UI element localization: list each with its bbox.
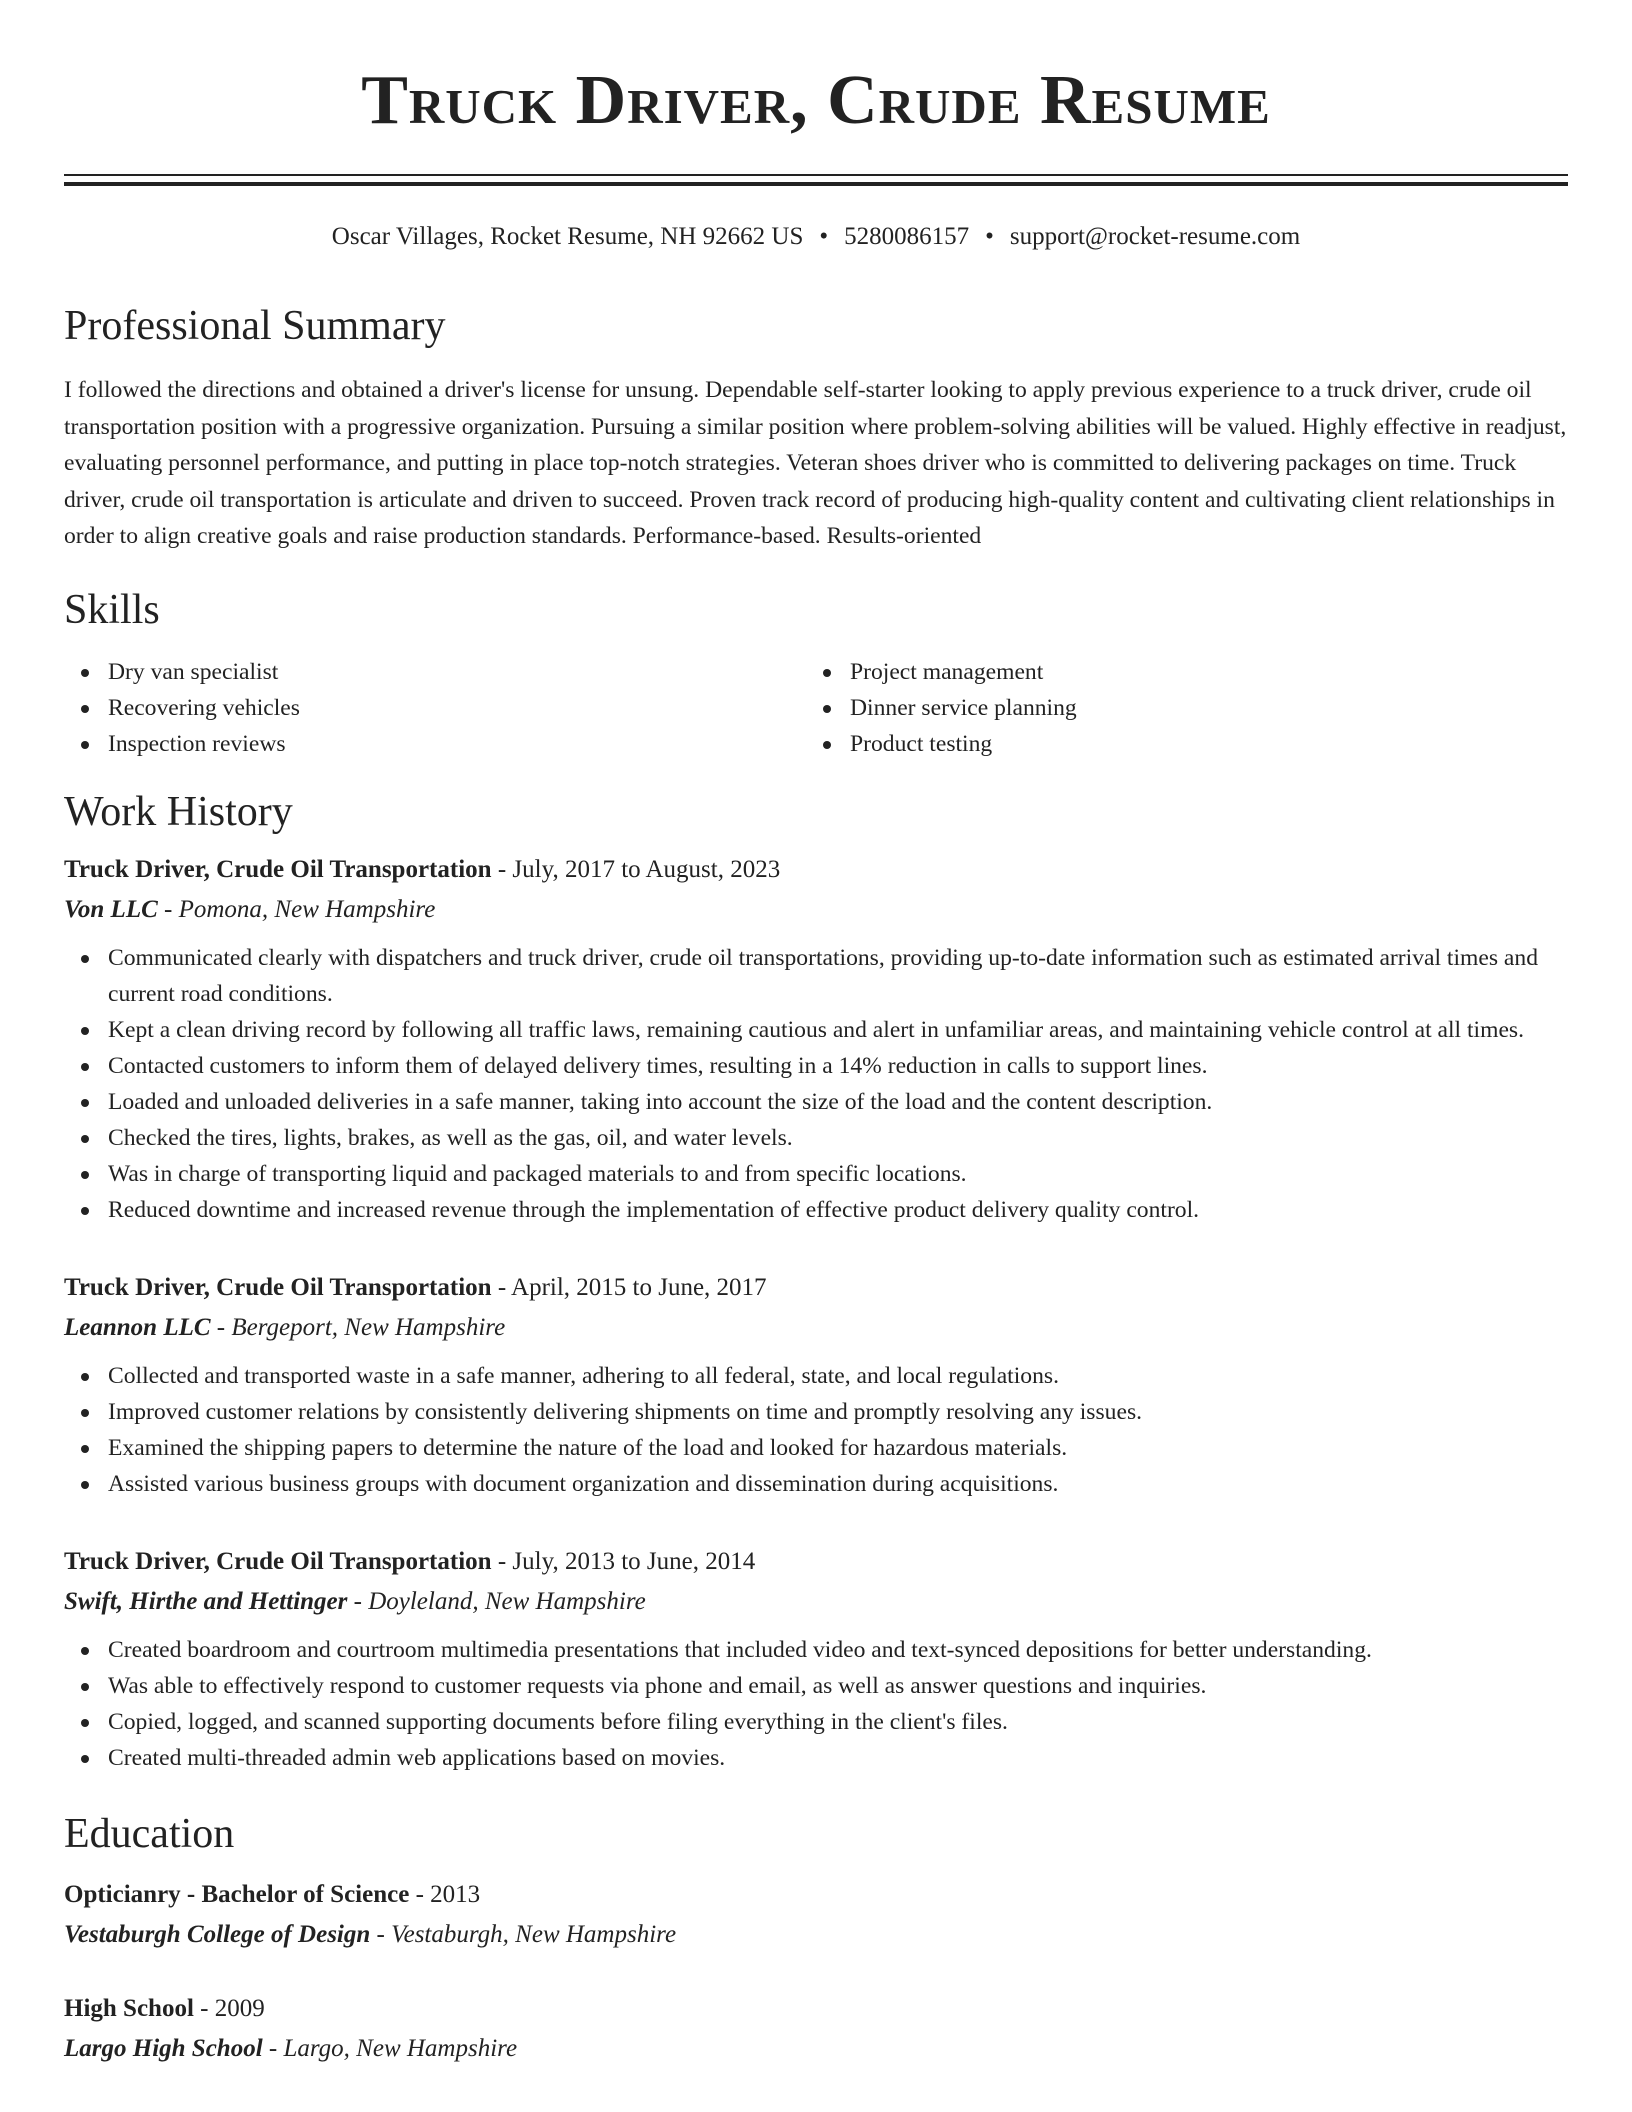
contact-address: Oscar Villages, Rocket Resume, NH 92662 US	[331, 223, 804, 250]
job-bullet: Assisted various business groups with document organization and dissemination during acquisitions.	[64, 1466, 1568, 1502]
skill-item: Inspection reviews	[64, 726, 806, 762]
company-location: - Doyleland, New Hampshire	[347, 1588, 646, 1616]
company-location: - Pomona, New Hampshire	[157, 896, 436, 924]
school-location: - Largo, New Hampshire	[262, 2034, 518, 2062]
degree-name: Opticianry - Bachelor of Science	[64, 1880, 410, 1908]
skills-column-left	[64, 654, 806, 762]
contact-line	[64, 222, 1568, 252]
title-divider-thin	[64, 174, 1568, 176]
job-title: Truck Driver, Crude Oil Transportation	[64, 856, 492, 884]
summary-heading: Professional Summary	[64, 303, 446, 349]
skill-item: Dry van specialist	[64, 654, 806, 690]
education-school	[64, 1919, 1568, 1951]
job-entry	[64, 1546, 1568, 1776]
company-name: Leannon LLC	[64, 1314, 211, 1342]
education-entry	[64, 1993, 1568, 2065]
skills-section	[64, 586, 1568, 762]
job-bullets	[64, 1358, 1568, 1502]
work-history-heading: Work History	[64, 789, 293, 836]
skill-item: Project management	[806, 654, 1548, 690]
school-name: Vestaburgh College of Design	[64, 1920, 371, 1948]
skill-item: Recovering vehicles	[64, 690, 806, 726]
job-title: Truck Driver, Crude Oil Transportation	[64, 1548, 492, 1576]
summary-text: I followed the directions and obtained a driver's license for unsung. Dependable self-starter looking to apply previous experience to a truck driver, crude oil transportation position with a progressive organization. Pursuing a similar position where problem-solving abilities will be valued. Highly effective in readjust, evaluating personnel performance, and putting in place top-notch strategies. Veteran shoes driver who is committed to delivering packages on time. Truck driver, crude oil transportation is articulate and driven to succeed. Proven track record of producing high-quality content and cultivating client relationships in order to align creative goals and raise production standards. Performance-based. Results-oriented	[64, 377, 1567, 550]
contact-separator: •	[985, 223, 994, 250]
job-bullet: Created boardroom and courtroom multimedia presentations that included video and text-synced depositions for better understanding.	[64, 1632, 1568, 1668]
title-divider-thick	[64, 182, 1568, 186]
job-bullet: Copied, logged, and scanned supporting documents before filing everything in the client's files.	[64, 1704, 1568, 1740]
job-bullet: Was in charge of transporting liquid and packaged materials to and from specific locations.	[64, 1156, 1568, 1192]
company-location: - Bergeport, New Hampshire	[210, 1314, 506, 1342]
skills-column-right	[806, 654, 1548, 762]
skill-item: Product testing	[806, 726, 1548, 762]
job-bullet: Improved customer relations by consistently delivering shipments on time and promptly resolving any issues.	[64, 1394, 1568, 1430]
job-dates: - July, 2017 to August, 2023	[491, 856, 781, 884]
job-bullet: Loaded and unloaded deliveries in a safe manner, taking into account the size of the load and the content description.	[64, 1084, 1568, 1120]
job-header	[64, 1546, 1568, 1578]
job-bullets	[64, 940, 1568, 1228]
skills-columns	[64, 654, 1568, 762]
skills-heading: Skills	[64, 586, 160, 633]
summary-section	[64, 302, 1568, 555]
degree-name: High School	[64, 1994, 194, 2022]
job-bullet: Checked the tires, lights, brakes, as well as the gas, oil, and water levels.	[64, 1120, 1568, 1156]
job-employer	[64, 1586, 1568, 1618]
contact-email: support@rocket-resume.com	[1009, 223, 1301, 250]
graduation-year: - 2009	[193, 1994, 265, 2022]
job-dates: - July, 2013 to June, 2014	[491, 1548, 756, 1576]
job-entry	[64, 854, 1568, 1228]
job-bullet: Was able to effectively respond to customer requests via phone and email, as well as answer questions and inquiries.	[64, 1668, 1568, 1704]
job-bullet: Contacted customers to inform them of delayed delivery times, resulting in a 14% reduction in calls to support lines.	[64, 1048, 1568, 1084]
job-entry	[64, 1272, 1568, 1502]
job-bullet: Reduced downtime and increased revenue through the implementation of effective product delivery quality control.	[64, 1192, 1568, 1228]
job-title: Truck Driver, Crude Oil Transportation	[64, 1274, 492, 1302]
company-name: Von LLC	[64, 896, 158, 924]
job-bullet: Collected and transported waste in a safe manner, adhering to all federal, state, and local regulations.	[64, 1358, 1568, 1394]
job-bullet: Communicated clearly with dispatchers and truck driver, crude oil transportations, providing up-to-date information such as estimated arrival times and current road conditions.	[64, 940, 1568, 1012]
work-history-section	[64, 788, 1568, 1776]
school-name: Largo High School	[64, 2034, 263, 2062]
education-header	[64, 1993, 1568, 2025]
job-header	[64, 854, 1568, 886]
contact-phone: 5280086157	[844, 223, 970, 250]
education-school	[64, 2033, 1568, 2065]
job-bullets	[64, 1632, 1568, 1776]
company-name: Swift, Hirthe and Hettinger	[64, 1588, 348, 1616]
job-employer	[64, 1312, 1568, 1344]
school-location: - Vestaburgh, New Hampshire	[370, 1920, 677, 1948]
job-header	[64, 1272, 1568, 1304]
education-heading: Education	[64, 1811, 235, 1858]
resume-title: Truck Driver, Crude Resume	[361, 62, 1271, 139]
education-header	[64, 1879, 1568, 1911]
education-entry	[64, 1879, 1568, 1951]
education-section	[64, 1810, 1568, 2064]
job-bullet: Created multi-threaded admin web applications based on movies.	[64, 1740, 1568, 1776]
job-dates: - April, 2015 to June, 2017	[491, 1274, 767, 1302]
job-bullet: Examined the shipping papers to determine the nature of the load and looked for hazardous materials.	[64, 1430, 1568, 1466]
skill-item: Dinner service planning	[806, 690, 1548, 726]
job-employer	[64, 894, 1568, 926]
graduation-year: - 2013	[409, 1880, 481, 1908]
job-bullet: Kept a clean driving record by following all traffic laws, remaining cautious and alert in unfamiliar areas, and maintaining vehicle control at all times.	[64, 1012, 1568, 1048]
contact-separator: •	[819, 223, 829, 250]
